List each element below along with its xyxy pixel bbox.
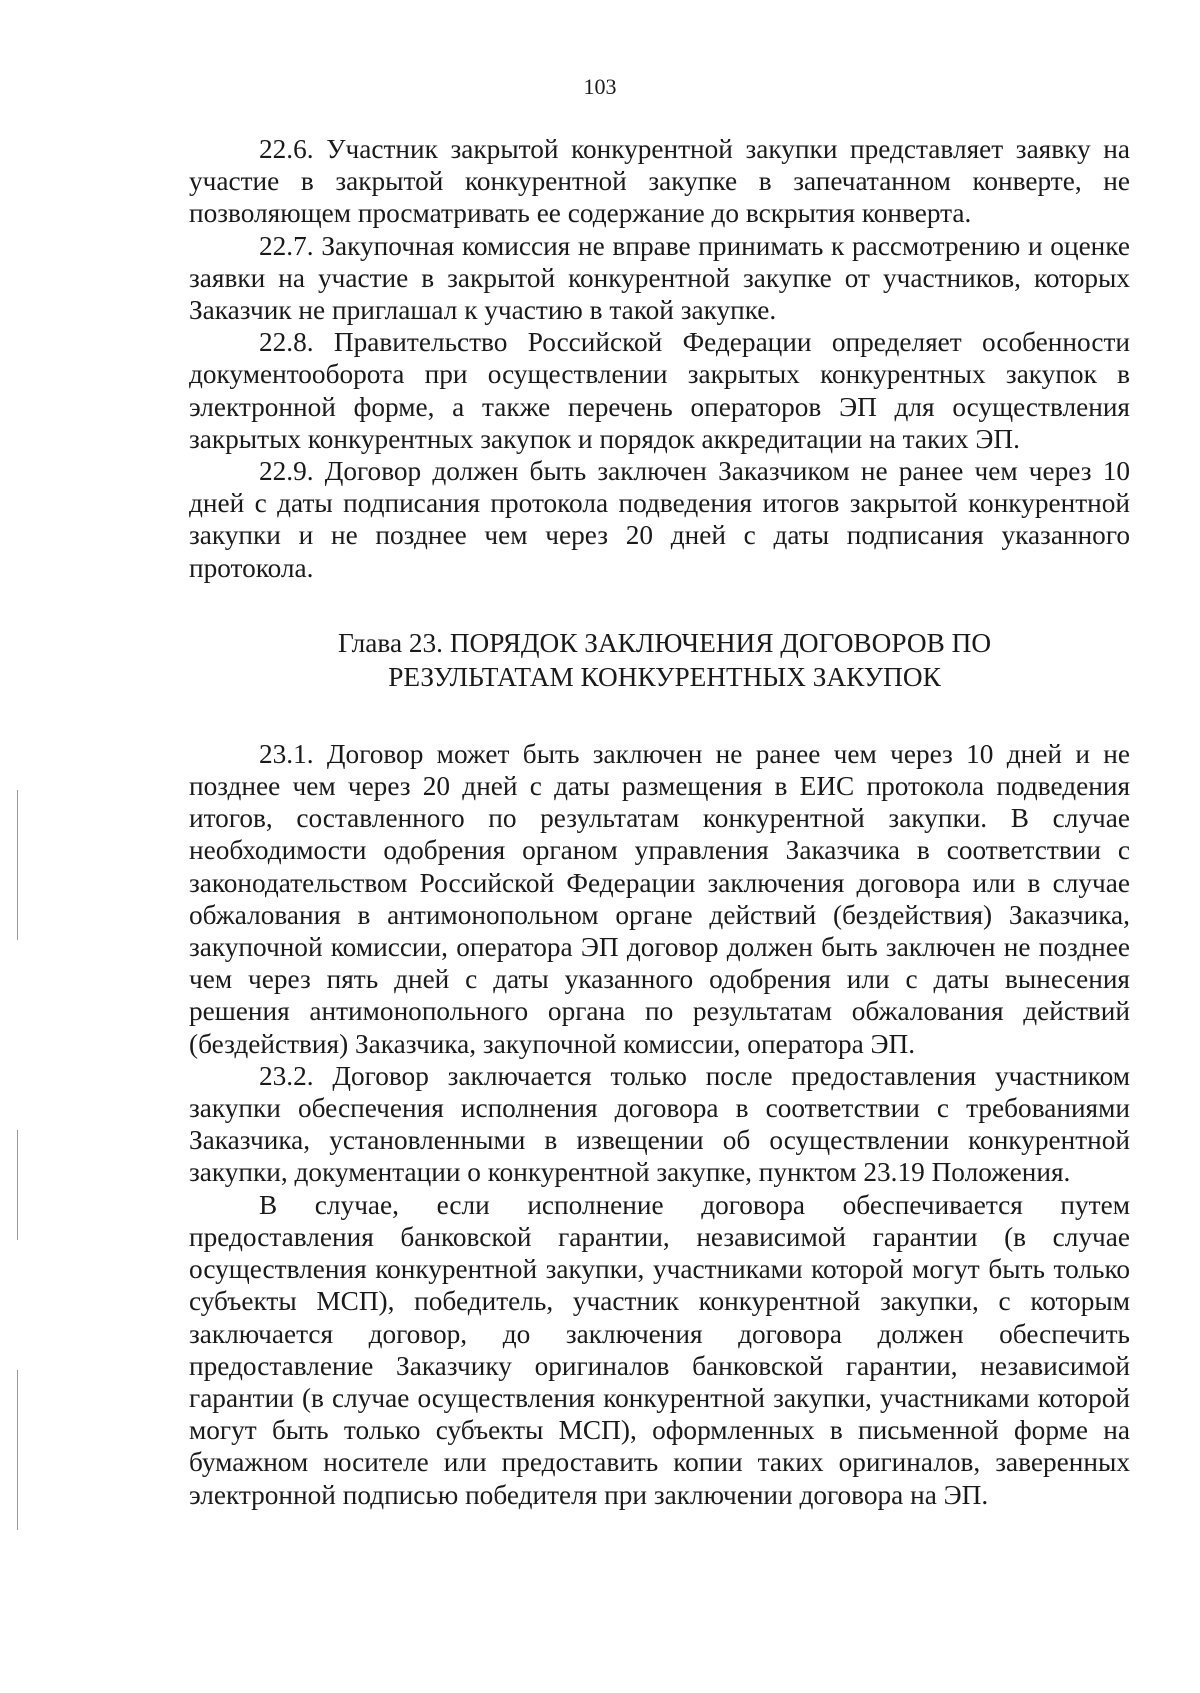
scan-margin-mark-2: [17, 1130, 18, 1240]
document-body: [189, 133, 1130, 1511]
scan-margin-mark-3: [17, 1370, 18, 1530]
scan-margin-mark-1: [17, 790, 18, 940]
paragraph-bank-guarantee: В случае, если исполнение договора обеспечивается путем предоставления банковской гарантии, независимой гарантии (в случае осуществления конкурентной закупки, участниками которой могут быть только субъекты МСП), победитель, участник конкурентной закупки, с которым заключается договор, до заключения договора должен обеспечить предоставление Заказчику оригиналов банковской гарантии, независимой гарантии (в случае осуществления конкурентной закупки, участниками которой могут быть только субъекты МСП), оформленных в письменной форме на бумажном носителе или предоставить копии таких оригиналов, заверенных электронной подписью победителя при заключении договора на ЭП.: [189, 1189, 1130, 1510]
paragraph-22-6: 22.6. Участник закрытой конкурентной закупки представляет заявку на участие в закрытой конкурентной закупке в запечатанном конверте, не позволяющем просматривать ее содержание до вскрытия конверта.: [189, 134, 1130, 229]
paragraph-22-8: 22.8. Правительство Российской Федерации определяет особенности документооборота при осуществлении закрытых конкурентных закупок в электронной форме, а также перечень операторов ЭП для осуществления закрытых конкурентных закупок и порядок аккредитации на таких ЭП.: [189, 327, 1130, 454]
chapter-heading-line-1: Глава 23. ПОРЯДОК ЗАКЛЮЧЕНИЯ ДОГОВОРОВ ПО: [337, 627, 992, 658]
paragraph-23-2: 23.2. Договор заключается только после предоставления участником закупки обеспечения исполнения договора в соответствии с требованиями Заказчика, установленными в извещении об осуществлении конкурентной закупки, документации о конкурентной закупке, пунктом 23.19 Положения.: [189, 1060, 1130, 1188]
paragraph-22-7: 22.7. Закупочная комиссия не вправе принимать к рассмотрению и оценке заявки на участие в закрытой конкурентной закупке от участников, которых Заказчик не приглашал к участию в такой закупке.: [189, 230, 1130, 326]
chapter-heading: [189, 626, 1130, 694]
chapter-heading-line-2: РЕЗУЛЬТАТАМ КОНКУРЕНТНЫХ ЗАКУПОК: [388, 661, 941, 692]
page-number: 103: [583, 74, 617, 99]
paragraph-23-1: 23.1. Договор может быть заключен не ранее чем через 10 дней и не позднее чем через 20 дней с даты размещения в ЕИС протокола подведения итогов, составленного по результатам конкурентной закупки. В случае необходимости одобрения органом управления Заказчика в соответствии с законодательством Российской Федерации заключения договора или в случае обжалования в антимонопольном органе действий (бездействия) Заказчика, закупочной комиссии, оператора ЭП договор должен быть заключен не позднее чем через пять дней с даты указанного одобрения или с даты вынесения решения антимонопольного органа по результатам обжалования действий (бездействия) Заказчика, закупочной комиссии, оператора ЭП.: [189, 738, 1130, 1059]
paragraph-22-9: 22.9. Договор должен быть заключен Заказчиком не ранее чем через 10 дней с даты подписания протокола подведения итогов закрытой конкурентной закупки и не позднее чем через 20 дней с даты подписания указанного протокола.: [189, 456, 1130, 583]
